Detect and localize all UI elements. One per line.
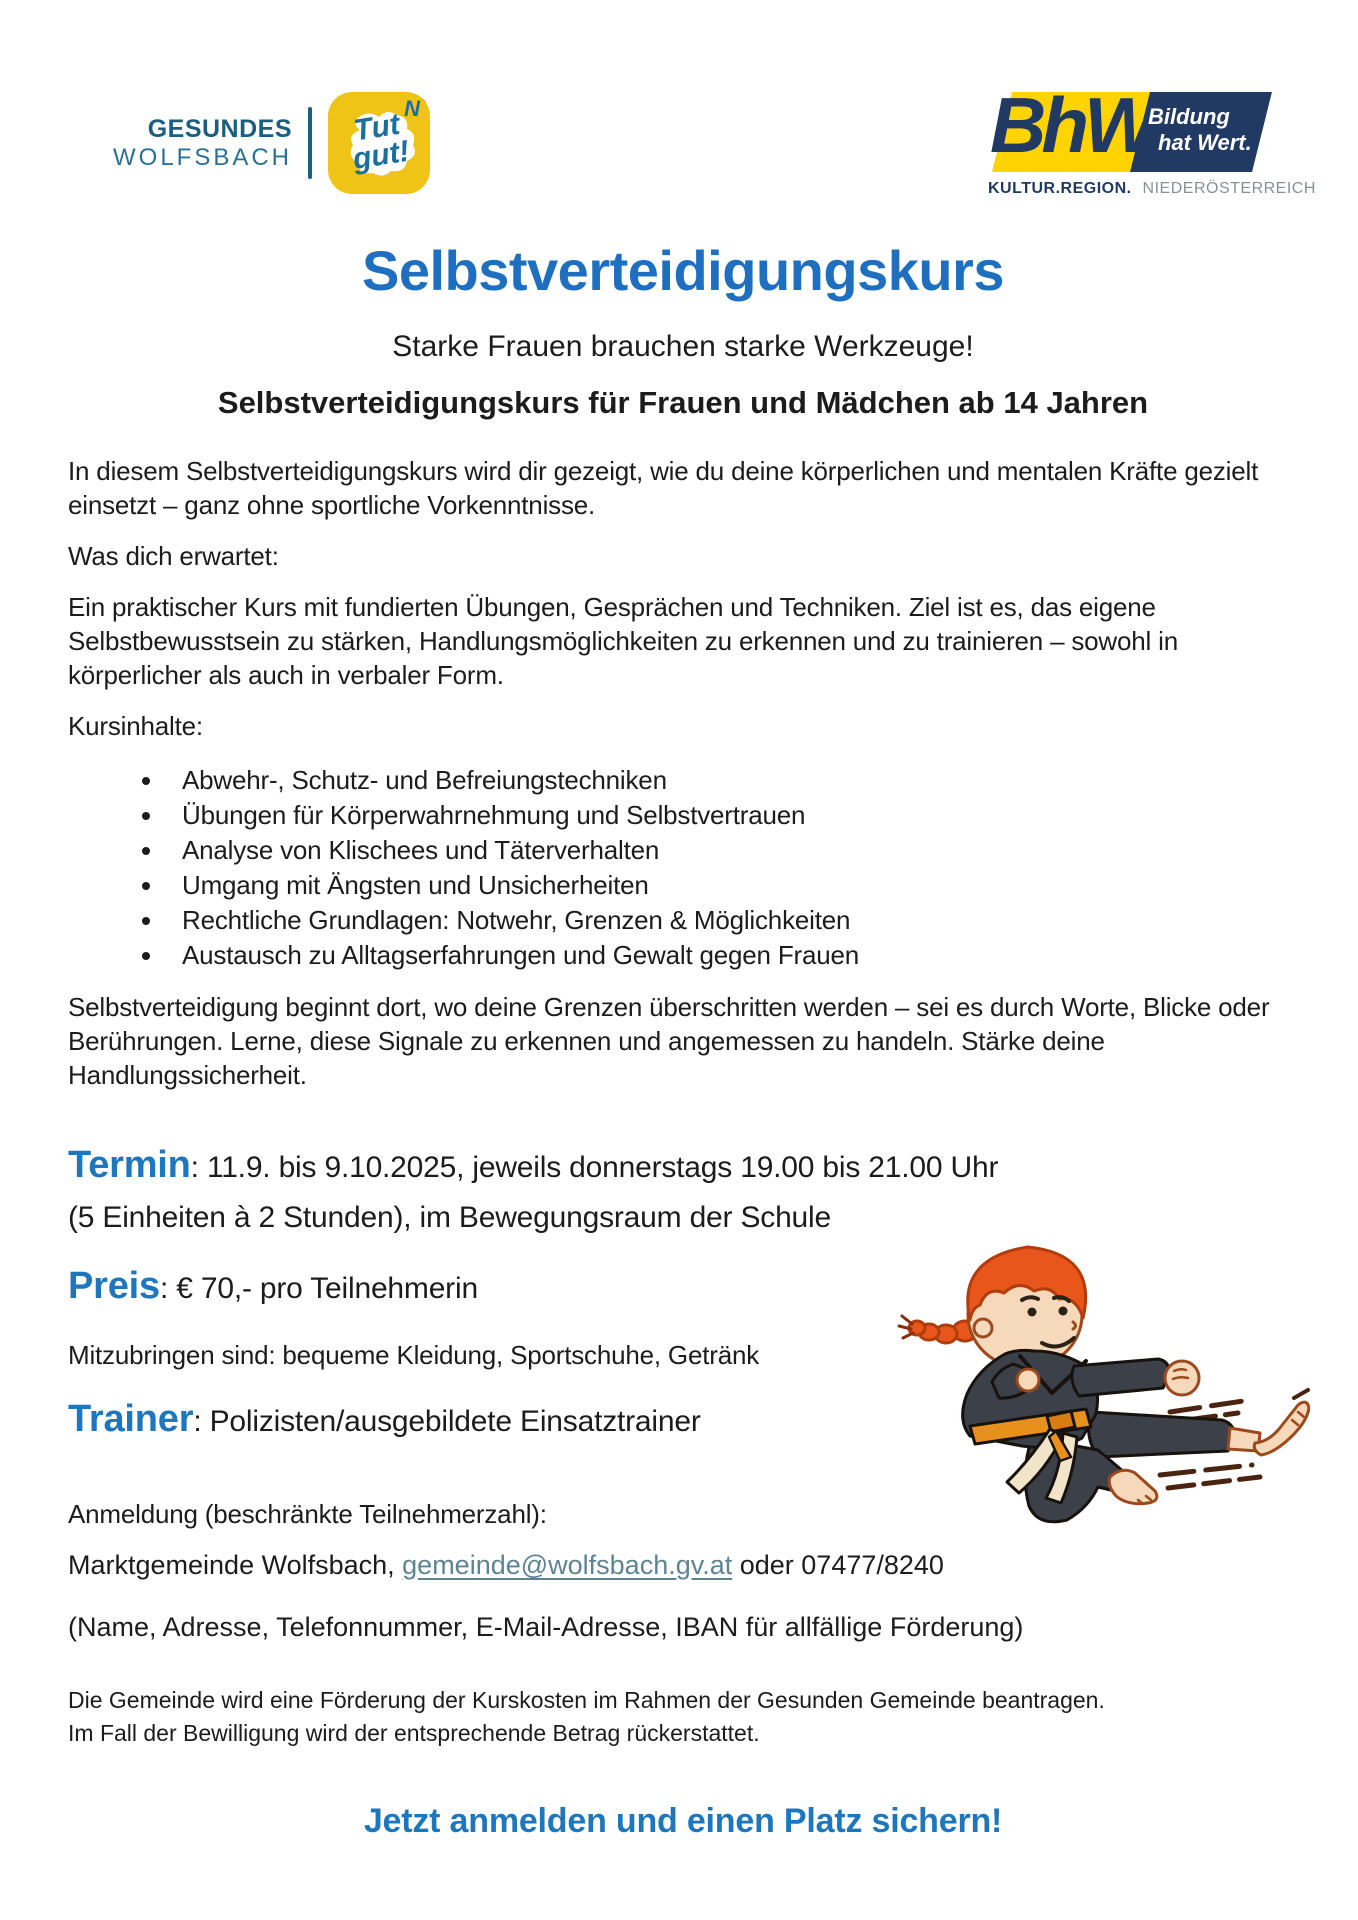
page-title: Selbstverteidigungskurs [361, 239, 1004, 302]
bhw-niederoesterreich: NIEDERÖSTERREICH [1142, 180, 1316, 197]
gesundes-wolfsbach-logo [113, 92, 430, 194]
bhw-acronym: BhW [990, 81, 1153, 169]
bhw-logo [988, 81, 1316, 198]
cta-text: Jetzt anmelden und einen Platz sichern! [363, 1802, 1003, 1840]
termin-line2: (5 Einheiten à 2 Stunden), im Bewegungsraum der Schule [68, 1201, 831, 1234]
noe-flag-icon: N [404, 96, 421, 121]
gw-logo-divider [308, 107, 312, 179]
funding-note-line1: Die Gemeinde wird eine Förderung der Kurskosten im Rahmen der Gesunden Gemeinde beantragen. [68, 1687, 1105, 1713]
course-contents-list [68, 763, 1298, 973]
contact-note: (Name, Adresse, Telefonnummer, E-Mail-Adresse, IBAN für allfällige Förderung) [68, 1612, 1024, 1642]
karate-girl-cartoon-icon [870, 1230, 1310, 1560]
termin-line [68, 1140, 1298, 1193]
registration-heading: Anmeldung (beschränkte Teilnehmerzahl): [68, 1499, 547, 1529]
contact-prefix: Marktgemeinde Wolfsbach, [68, 1550, 403, 1580]
list-item: Übungen für Körperwahrnehmung und Selbstvertrauen [140, 798, 1298, 833]
preis-value: : € 70,- pro Teilnehmerin [159, 1272, 478, 1305]
email-link[interactable]: gemeinde@wolfsbach.gv.at [402, 1550, 733, 1580]
intro-paragraph: In diesem Selbstverteidigungskurs wird dir gezeigt, wie du deine körperlichen und mentalen Kräfte gezielt einsetzt – ganz ohne sportliche Vorkenntnisse. [68, 456, 1259, 520]
funding-note-line2: Im Fall der Bewilligung wird der entsprechende Betrag rückerstattet. [68, 1720, 760, 1746]
bhw-slogan-line2: hat Wert. [1158, 130, 1252, 155]
course-contents-label: Kursinhalte: [68, 711, 203, 741]
bhw-slogan-line1: Bildung [1148, 104, 1230, 129]
trainer-value: : Polizisten/ausgebildete Einsatztrainer [193, 1405, 701, 1438]
termin-value: : 11.9. bis 9.10.2025, jeweils donnerstags 19.00 bis 21.00 Uhr [190, 1151, 999, 1184]
preis-label: Preis [68, 1265, 160, 1307]
flyer-content [0, 240, 1358, 1841]
course-heading: Selbstverteidigungskurs für Frauen und Mädchen ab 14 Jahren [217, 385, 1149, 420]
expectation-label: Was dich erwartet: [68, 541, 279, 571]
closing-paragraph: Selbstverteidigung beginnt dort, wo deine Grenzen überschritten werden – sei es durch Worte, Blicke oder Berührungen. Lerne, diese Signale zu erkennen und angemessen zu handeln. Stärke deine Handlungssicherheit. [68, 992, 1270, 1090]
bring-line: Mitzubringen sind: bequeme Kleidung, Sportschuhe, Getränk [68, 1340, 760, 1370]
karate-girl-illustration [870, 1230, 1310, 1560]
list-item: Rechtliche Grundlagen: Notwehr, Grenzen & Möglichkeiten [140, 903, 1298, 938]
gw-logo-line2: WOLFSBACH [113, 143, 293, 171]
bhw-slogan [1148, 104, 1252, 156]
bhw-kultur-region: KULTUR.REGION. [988, 180, 1132, 197]
termin-label: Termin [68, 1144, 191, 1186]
gw-logo-line1: GESUNDES [147, 114, 293, 143]
subtitle: Starke Frauen brauchen starke Werkzeuge! [392, 330, 974, 363]
tut-gut-text: Tut gut! [350, 107, 412, 177]
list-item: Austausch zu Alltagserfahrungen und Gewalt gegen Frauen [140, 938, 1298, 973]
tut-gut-badge [328, 92, 430, 194]
list-item: Abwehr-, Schutz- und Befreiungstechniken [140, 763, 1298, 798]
course-description: Ein praktischer Kurs mit fundierten Übungen, Gesprächen und Techniken. Ziel ist es, das eigene Selbstbewusstsein zu stärken, Handlungsmöglichkeiten zu erkennen und zu trainieren – sowohl in körperlicher als auch in verbaler Form. [68, 592, 1178, 690]
funding-note [68, 1684, 1298, 1750]
list-item: Umgang mit Ängsten und Unsicherheiten [140, 868, 1298, 903]
logo-row [0, 0, 1358, 198]
contact-suffix: oder 07477/8240 [732, 1550, 944, 1580]
list-item: Analyse von Klischees und Täterverhalten [140, 833, 1298, 868]
trainer-label: Trainer [68, 1398, 194, 1440]
